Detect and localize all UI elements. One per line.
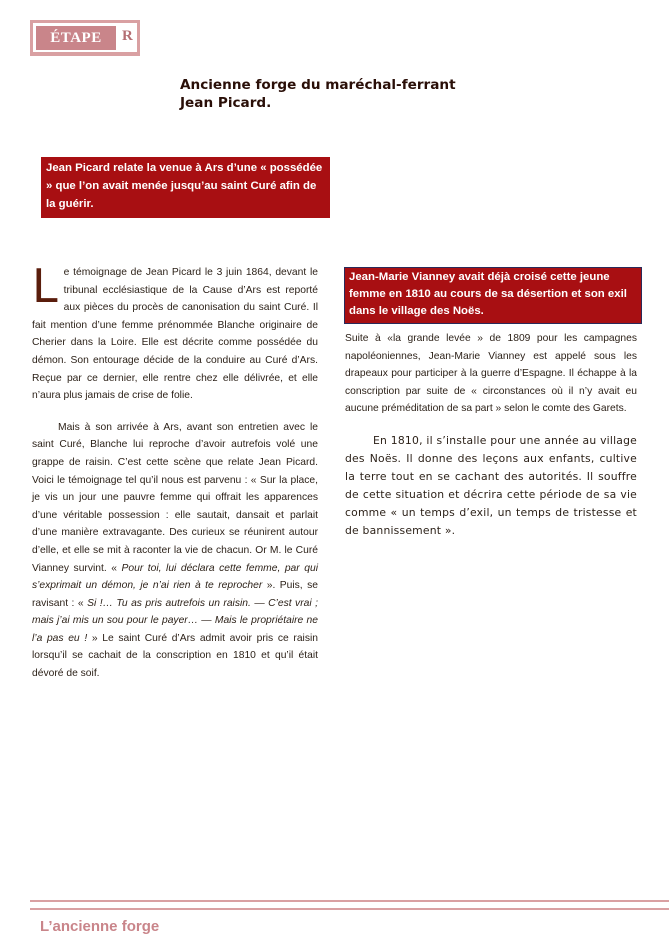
left-column — [32, 259, 318, 683]
left-paragraph-1-text: e témoignage de Jean Picard le 3 juin 1864, devant le tribunal ecclésiastique de la Cause d’Ars est reporté aux pièces du procès de canonisation du saint Curé. Il fait mention d’une femme prénommée Blanche originaire de Cherier dans la Loire. Elle est décrite comme possédée du démon. Son entourage décide de la conduire au Curé d’Ars. Reçue par ce dernier, elle rentre chez elle délivrée, et elle n’aura plus jamais de crise de folie. — [32, 267, 318, 402]
page-title: Ancienne forge du maréchal-ferrant Jean Picard. — [180, 77, 456, 111]
drop-cap: L — [32, 259, 58, 313]
callout-right: Jean-Marie Vianney avait déjà croisé cette jeune femme en 1810 au cours de sa désertion et son exil dans le village des Noës. — [344, 267, 642, 324]
p2-text-start: Mais à son arrivée à Ars, avant son entretien avec le saint Curé, Blanche lui reproche d’avoir autrefois volé une grappe de raisin. C’est cette scène que relate Jean Picard. Voici le témoignage tel qu’il nous est parvenu : « Sur la place, je vis un jour une pauvre femme qui offrait les apparences d’une véritable possession : elle sautait, dansait et parlait d’une manière extravagante. Des curieux se réunirent autour d’elle, et elle se mit à raconter la vie de chacun. Or M. le Curé Vianney survint. « — [32, 421, 318, 574]
p2-quote-1: Pour toi, lui déclara cette femme, par qui s’exprimait un démon, je n’ai rien à te reprocher — [32, 562, 318, 592]
callout-left: Jean Picard relate la venue à Ars d’une « possédée » que l’on avait menée jusqu’au saint Curé afin de la guérir. — [41, 157, 330, 218]
footer-divider — [30, 900, 669, 910]
p2-text-mid: ». Puis, se ravisant : « — [32, 580, 318, 609]
etape-letter: R — [122, 28, 133, 44]
left-paragraph-1 — [32, 259, 318, 405]
etape-label: ÉTAPE — [36, 26, 116, 50]
right-paragraph-2: En 1810, il s’installe pour une année au village des Noës. Il donne des leçons aux enfants, cultive la terre tout en se cachant des autorités. Il souffre de cette situation et décrira cette période de sa vie comme « un temps d’exil, un temps de tristesse et de bannissement ». — [345, 433, 637, 537]
etape-box — [30, 20, 140, 56]
right-paragraph-1: Suite à «la grande levée » de 1809 pour les campagnes napoléoniennes, Jean-Marie Vianney est appelé sous les drapeaux pour participer à la guerre d’Espagne. Il échappe à la conscription par suite de « circonstances où il n’y avait eu aucune préméditation de sa part » selon le comte des Garets. — [345, 333, 637, 415]
left-paragraph-2 — [32, 419, 318, 683]
p2-text-end: » Le saint Curé d’Ars admit avoir pris ce raisin lorsqu’il se cachait de la conscription en 1810 et qu’il était dévoré de soif. — [32, 632, 318, 680]
p2-quote-2: Si !… Tu as pris autrefois un raisin. — C’est vrai ; mais j’ai mis un sou pour le payer… — Mais le propriétaire ne l’a pas eu ! — [32, 597, 318, 644]
right-column — [345, 330, 637, 540]
footer-label: L’ancienne forge — [40, 918, 160, 935]
